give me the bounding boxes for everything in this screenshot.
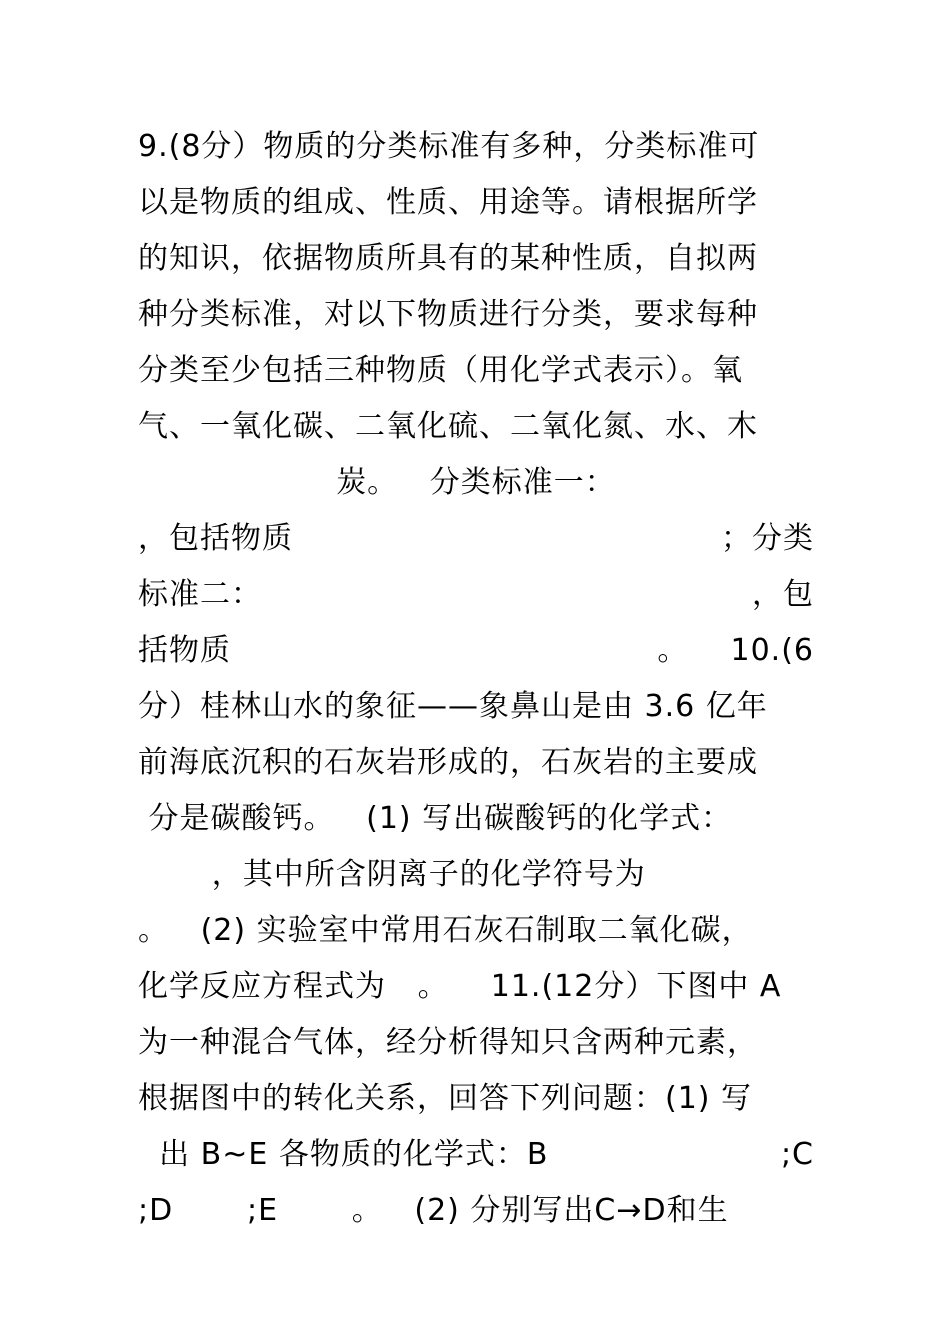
text-line-3: 的知识，依据物质所具有的某种性质，自拟两 [138, 241, 758, 276]
text-line-9-right: ，包 [752, 577, 814, 612]
text-line-15: 。 (2) 实验室中常用石灰石制取二氧化碳， [138, 913, 753, 948]
text-line-10-right: 。 10.(6 [657, 633, 814, 668]
text-line-7: 炭。 分类标准一： [336, 465, 616, 500]
text-line-12: 前海底沉积的石灰岩形成的，石灰岩的主要成 [138, 745, 758, 780]
text-line-6: 气、一氧化碳、二氧化硫、二氧化氮、水、木 [138, 409, 758, 444]
text-line-10-left: 括物质 [138, 633, 231, 668]
text-line-8-right: ；分类 [721, 521, 814, 556]
text-line-16: 化学反应方程式为 。 11.(12分）下图中 A [138, 969, 782, 1004]
text-line-8 [138, 515, 814, 563]
text-line-11: 分）桂林山水的象征——象鼻山是由 3.6 亿年 [138, 689, 768, 724]
text-line-9 [138, 571, 814, 619]
text-line-20: ;D ;E 。 (2) 分别写出C→D和生 [138, 1193, 729, 1228]
text-line-5: 分类至少包括三种物质（用化学式表示）。氧 [138, 353, 743, 388]
text-line-19 [138, 1131, 814, 1179]
text-line-18: 根据图中的转化关系，回答下列问题：(1) 写 [138, 1081, 753, 1116]
text-line-2: 以是物质的组成、性质、用途等。请根据所学 [138, 185, 758, 220]
text-line-19-left: 出 B~E 各物质的化学式：B [138, 1137, 549, 1172]
text-line-13: 分是碳酸钙。 (1) 写出碳酸钙的化学式： [138, 801, 733, 836]
text-line-8-left: ，包括物质 [138, 521, 293, 556]
text-line-4: 种分类标准，对以下物质进行分类，要求每种 [138, 297, 758, 332]
text-line-1: 9.(8分）物质的分类标准有多种，分类标准可 [138, 129, 760, 164]
text-line-10 [138, 627, 814, 675]
text-line-19-right: ;C [780, 1137, 814, 1172]
text-line-17: 为一种混合气体，经分析得知只含两种元素， [138, 1025, 758, 1060]
text-line-14: ，其中所含阴离子的化学符号为 [138, 857, 646, 892]
text-line-9-left: 标准二： [138, 577, 262, 612]
